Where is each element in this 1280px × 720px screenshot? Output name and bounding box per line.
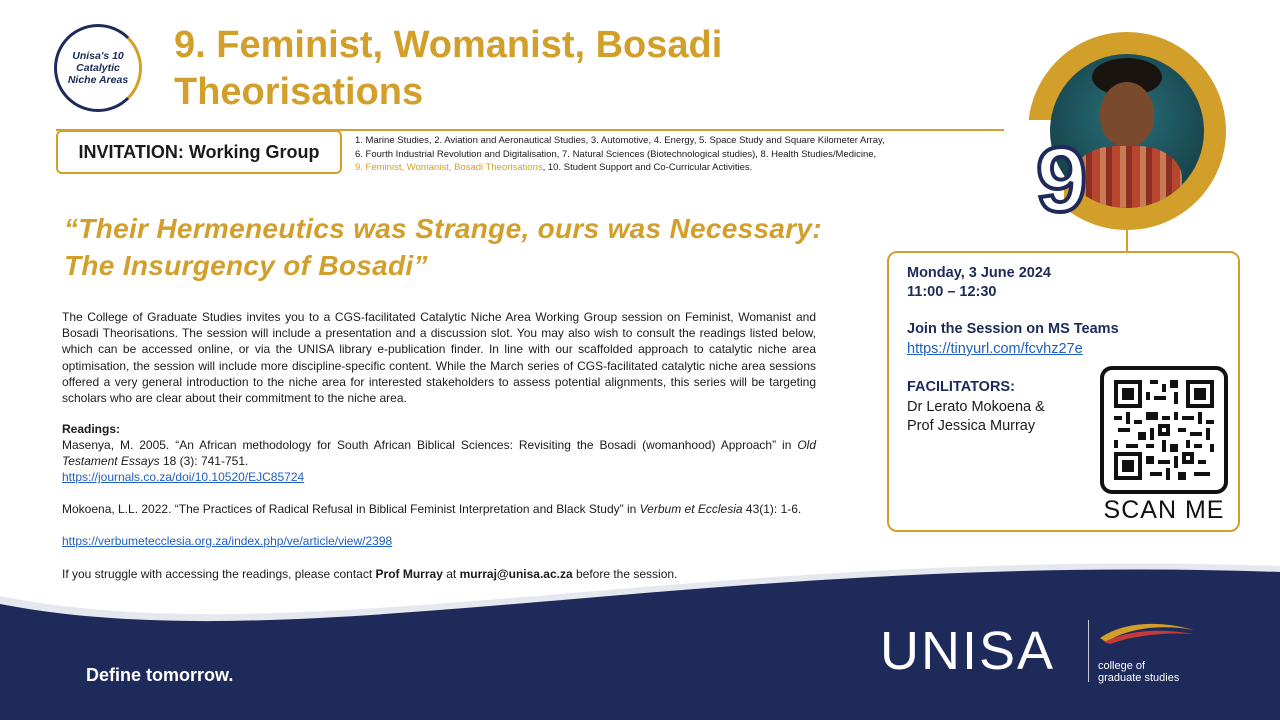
niche-highlight: 9. Feminist, Womanist, Bosadi Theorisations: [355, 162, 543, 173]
ref2-tail: 43(1): 1-6.: [742, 502, 802, 516]
college-line-1: college of: [1098, 660, 1146, 672]
session-time: 11:00 – 12:30: [907, 284, 997, 300]
join-label: Join the Session on MS Teams: [907, 321, 1119, 337]
ref2-journal: Verbum et Ecclesia: [639, 502, 743, 516]
logo-divider: [1088, 620, 1089, 682]
invitation-label: INVITATION: Working Group: [56, 130, 342, 174]
contact-post: before the session.: [572, 567, 678, 581]
intro-paragraph: The College of Graduate Studies invites you to a CGS-facilitated Catalytic Niche Area Working Group session on Feminist, Womanist and Bosadi Theorisations. The session will include a presentation and a discussion slot. You may also wish to consult the readings listed below, which can be accessed online, or via the UNISA library e-publication finder. In line with our scaffolded approach to catalytic niche area optimisation, the session will include more discipline-specific content. While the March series of CGS-facilitated catalytic niche area sessions offered a very general introduction to the niche area for interested stakeholders to assess potential alignments, this series will be targeting scholars who are clear about their commitment to the niche area.: [62, 310, 816, 406]
page-title: 9. Feminist, Womanist, Bosadi Theorisations: [174, 24, 723, 113]
ref1-link[interactable]: https://journals.co.za/doi/10.10520/EJC85724: [62, 470, 305, 484]
ref2-link[interactable]: https://verbumetecclesia.org.za/index.php/ve/article/view/2398: [62, 534, 393, 548]
reference-2: [62, 501, 816, 517]
niche-areas-badge: [54, 24, 142, 112]
qr-code[interactable]: [1114, 380, 1214, 480]
niche-area-list: [355, 134, 995, 175]
contact-name: Prof Murray: [375, 567, 443, 581]
session-date: Monday, 3 June 2024: [907, 265, 1051, 281]
ref1-text: Masenya, M. 2005. “An African methodology for South African Biblical Sciences: Revisiting the Bosadi (womanhood) Approach” in: [62, 438, 798, 452]
ref1-journal: Old Testament Essays: [62, 438, 816, 468]
ref1-tail: 18 (3): 741-751.: [159, 454, 249, 468]
niche-line-3-rest: , 10. Student Support and Co-Curricular Activities.: [542, 162, 753, 173]
facilitators-heading: FACILITATORS:: [907, 379, 1015, 395]
college-line-2: graduate studies: [1098, 672, 1180, 684]
facilitator-2: Prof Jessica Murray: [907, 418, 1036, 434]
contact-mid: at: [442, 567, 460, 581]
ref2-text: Mokoena, L.L. 2022. “The Practices of Radical Refusal in Biblical Feminist Interpretation and Black Study” in: [62, 502, 640, 516]
connector-line: [1126, 210, 1128, 252]
niche-line-3: [355, 161, 995, 175]
niche-line-2: 6. Fourth Industrial Revolution and Digitalisation, 7. Natural Sciences (Biotechnological studies), 8. Health Studies/Medicine,: [355, 148, 877, 160]
reference-1: [62, 437, 816, 469]
talk-title: “Their Hermeneutics was Strange, ours was Necessary: The Insurgency of Bosadi”: [64, 213, 822, 281]
unisa-logo-text: UNISA: [880, 621, 1056, 681]
cgs-swoosh-icon: [1098, 616, 1198, 646]
scan-me-label: SCAN ME: [1103, 496, 1225, 524]
contact-pre: If you struggle with accessing the readings, please contact: [62, 567, 376, 581]
niche-number: 9: [1036, 129, 1088, 231]
teams-link[interactable]: https://tinyurl.com/fcvhz27e: [907, 341, 1083, 357]
readings-heading: Readings:: [62, 422, 121, 436]
contact-email[interactable]: murraj@unisa.ac.za: [459, 567, 573, 581]
badge-text: Unisa's 10 Catalytic Niche Areas: [67, 50, 129, 86]
niche-line-1: 1. Marine Studies, 2. Aviation and Aeronautical Studies, 3. Automotive, 4. Energy, 5. Space Study and Square Kilometer Array,: [355, 135, 885, 146]
college-label: [1098, 660, 1179, 684]
facilitator-1: Dr Lerato Mokoena &: [907, 399, 1045, 415]
tagline: Define tomorrow.: [86, 665, 234, 685]
